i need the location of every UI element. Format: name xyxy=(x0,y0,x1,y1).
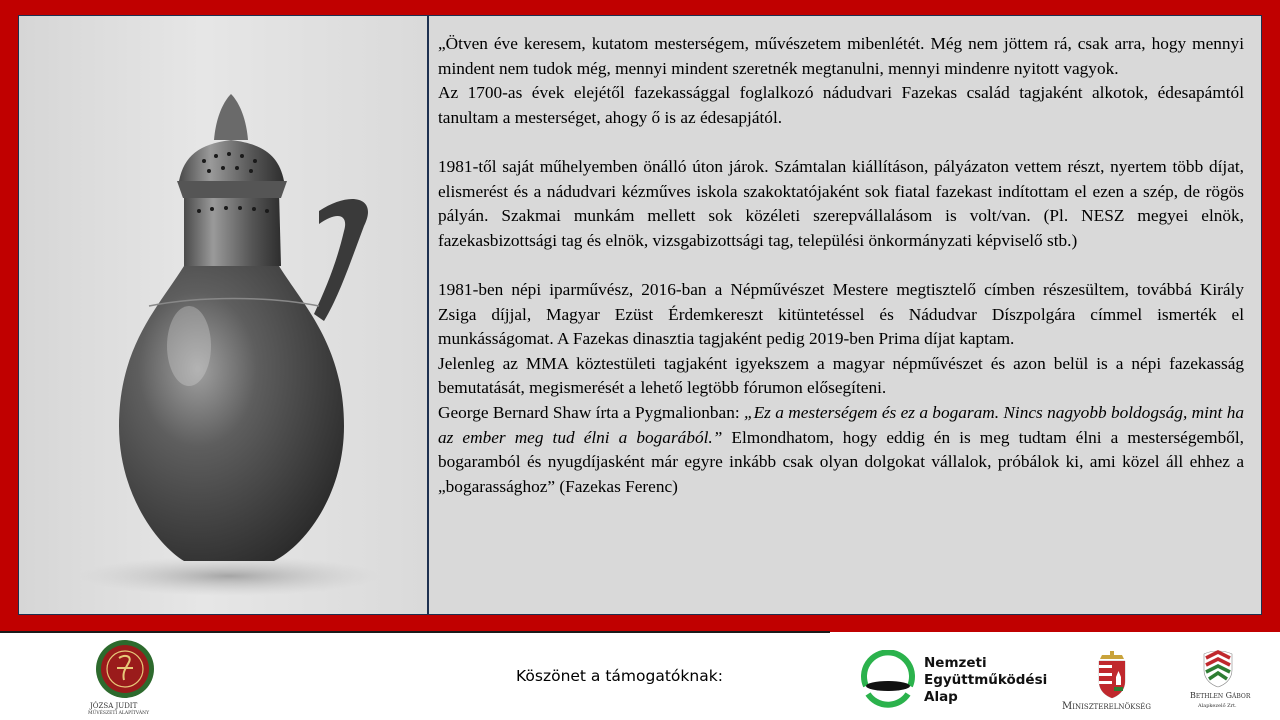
shaw-intro: George Bernard Shaw írta a Pygmalionban: xyxy=(438,402,745,422)
shaw-quote: „Ez a mesterségem és ez a bogaram. Nincs nagyobb boldogság, mint ha az ember meg tud élni a bogarából.” xyxy=(438,402,1244,447)
bethlen-gabor-title: Bethlen Gábor xyxy=(1190,691,1251,700)
paragraph-shaw xyxy=(438,401,1244,499)
jozsa-logo-title: JÓZSA JUDIT xyxy=(90,702,138,710)
nea-line-3: Alap xyxy=(924,689,958,705)
paragraph-mma: Jelenleg az MMA köztestületi tagjaként igyekszem a magyar népművészet és azon belül is a népi fazekasság bemutatását, megismerését a lehető legtöbb fórumon elősegíteni. xyxy=(438,353,1244,398)
jug-photo xyxy=(18,15,428,615)
nea-logo-icon xyxy=(858,650,918,710)
nea-logo-text xyxy=(924,655,1047,706)
thanks-text: Köszönet a támogatóknak: xyxy=(516,667,723,685)
paragraph-awards: 1981-ben népi iparművész, 2016-ban a Népművészet Mestere megtisztelő címben részesültem, továbbá Király Zsiga díjjal, Magyar Ezüst Érdemkereszt kitüntetéssel és Nádudvar Díszpolgára címmel ismerték el munkásságomat. A Fazekas dinasztia tagjaként pedig 2019-ben Prima díjat kaptam. xyxy=(438,279,1244,349)
nea-line-2: Együttműködési xyxy=(924,672,1048,688)
shaw-conclusion: Elmondhatom, hogy eddig én is meg tudtam élni a mesterségemből, bogaramból és nyugdíjasként már egyre inkább csak olyan dolgokat vállalok, próbálok ki, ami közel áll ehhez a „bogarassághoz” (Fazekas Ferenc) xyxy=(438,427,1245,496)
paragraph-family: Az 1700-as évek elejétől fazekassággal foglalkozó nádudvari Fazekas család tagjaként alkotok, édesapámtól tanultam a mesterséget, ahogy ő is az édesapjától. xyxy=(438,83,1244,127)
miniszterelnokseg-label: Miniszterelnökség xyxy=(1062,701,1151,712)
jozsa-logo-subtitle: MŰVÉSZETI ALAPÍTVÁNY xyxy=(88,711,150,716)
sponsor-footer xyxy=(0,633,1280,720)
bethlen-gabor-logo-icon xyxy=(1200,648,1236,688)
hungarian-crest-icon xyxy=(1094,649,1130,699)
jozsa-judit-logo-icon xyxy=(92,638,158,700)
ceramic-jug-image xyxy=(19,16,428,615)
paragraph-intro: „Ötven éve keresem, kutatom mesterségem, művészetem mibenlétét. Még nem jöttem rá, csak arra, hogy mennyi mindent nem tudok még, mennyi mindent szeretnék megtanulni, mennyi mindenre nyitott vagyok. xyxy=(438,34,1244,78)
paragraph-workshop: 1981-től saját műhelyemben önálló úton járok. Számtalan kiállításon, pályázaton vettem részt, nyertem több díjat, elismerést és a nádudvari kézműves iskola szakoktatójaként sok fiatal fazekast indítottam el ezen a szép, de rögös pályán. Szakmai munkám mellett sok közéleti szerepvállalásom is volt/van. (Pl. NESZ megyei elnök, fazekasbizottsági tag és elnök, vizsgabizottsági tag, települési önkormányzati képviselő stb.) xyxy=(438,156,1244,250)
nea-line-1: Nemzeti xyxy=(924,655,987,671)
biography-text-box xyxy=(428,15,1262,615)
bethlen-gabor-subtitle: Alapkezelő Zrt. xyxy=(1198,703,1237,709)
